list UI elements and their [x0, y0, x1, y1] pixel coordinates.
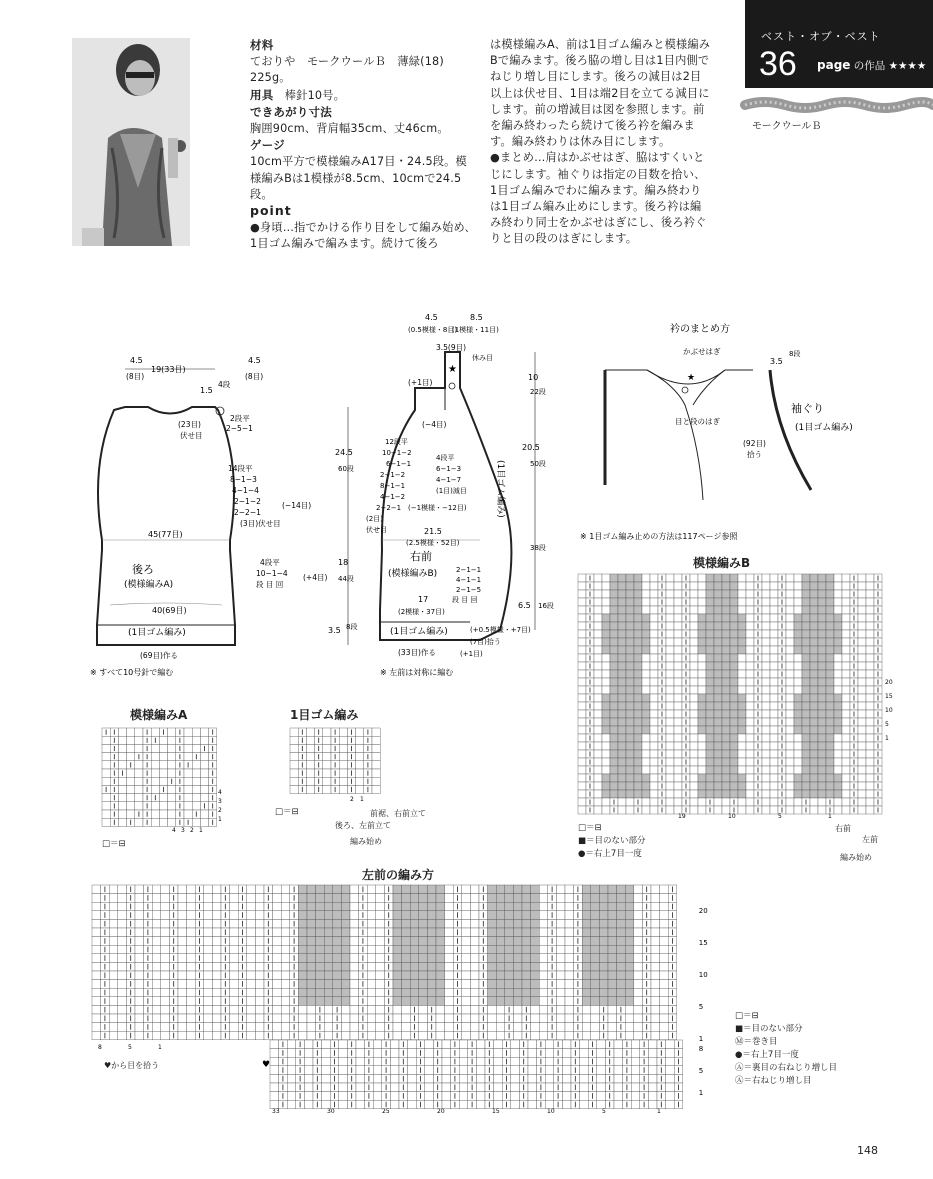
- collar-joint: 目と段のはぎ: [675, 417, 720, 426]
- svg-text:1: 1: [199, 827, 203, 834]
- svg-text:8: 8: [98, 1044, 102, 1051]
- svg-text:5: 5: [602, 1108, 606, 1115]
- back-bindoff: (23目): [178, 420, 201, 429]
- back-shoulder-l: 4.5: [130, 356, 143, 365]
- front-collar-h: 3.5(9目): [436, 343, 467, 352]
- front-schematic: [366, 310, 575, 685]
- front-neck-dec-2: 10−1−2: [382, 449, 412, 457]
- point-heading: point: [250, 203, 292, 219]
- front-minus4: (−4目): [422, 420, 447, 429]
- front-rest: 休み目: [472, 354, 493, 362]
- chart-rib-legend: □＝⊟: [275, 807, 299, 817]
- back-arm-inc: (−14目): [282, 501, 312, 510]
- collar-assembly: [575, 320, 905, 540]
- svg-text:5: 5: [698, 1067, 704, 1075]
- front-h1: 10: [528, 373, 539, 382]
- front-inc-3: 2−1−5: [456, 586, 482, 594]
- chart-lf-heart-note: ♥から目を拾う: [104, 1061, 160, 1070]
- back-top-width: 19(33目): [151, 365, 186, 374]
- collar-note: ※ 1目ゴム編み止めの方法は117ページ参照: [580, 532, 738, 541]
- collar-pick2: 拾う: [747, 450, 762, 459]
- svg-text:25: 25: [382, 1108, 390, 1115]
- svg-text:5: 5: [698, 1003, 704, 1011]
- back-title: 後ろ: [132, 563, 154, 576]
- front-h1-rows: 22段: [530, 388, 546, 396]
- materials-heading: 材料: [250, 38, 274, 52]
- back-shoulder-r: 4.5: [248, 356, 261, 365]
- svg-text:1: 1: [885, 735, 889, 742]
- svg-text:2: 2: [350, 796, 354, 803]
- back-h-body-rows: 44段: [338, 575, 354, 583]
- svg-text:5: 5: [128, 1044, 132, 1051]
- back-subtitle: (模様編みA): [124, 580, 174, 590]
- collar-title: 衿のまとめ方: [670, 324, 730, 335]
- front-neck-dec-5: 8−1−1: [380, 482, 406, 490]
- back-side-plus: (+4目): [303, 573, 328, 582]
- front-h4: 6.5: [518, 601, 531, 610]
- front-neck2-1: 4段平: [436, 454, 455, 462]
- collar-sleeve: 袖ぐり: [791, 402, 824, 415]
- back-neck-depth: 1.5: [200, 386, 213, 395]
- chart-lf-legend: □＝⊟ ■＝目のない部分 Ⓜ＝巻き目 ●＝右上7目一度 Ⓐ＝裏目の右ねじり増し目 Ⓐ＝右ねじり増し目: [735, 1011, 838, 1086]
- chart-a-legend: □＝⊟: [102, 839, 126, 849]
- front-top-a: 4.5: [425, 313, 438, 322]
- back-side-inc-1: 4段平: [260, 558, 280, 567]
- back-neck-dec-2: 2−5−1: [226, 424, 253, 433]
- series-title: ベスト・オブ・ベスト: [761, 30, 881, 43]
- svg-text:10: 10: [547, 1108, 555, 1115]
- front-minus-pat: (−1模様・−12目): [408, 504, 467, 512]
- svg-text:5: 5: [778, 813, 782, 820]
- front-h4-rows: 16段: [538, 602, 554, 610]
- front-subtitle: (模様編みB): [388, 569, 438, 579]
- svg-text:19: 19: [678, 813, 686, 820]
- front-top-b: 8.5: [470, 313, 483, 322]
- collar-sleeve-sub: (1目ゴム編み): [795, 423, 853, 433]
- size-heading: できあがり寸法: [250, 104, 332, 119]
- svg-text:8: 8: [698, 1045, 704, 1053]
- back-note: ※ すべて10号針で編む: [90, 668, 174, 677]
- front-neck2-4: (1目)減目: [436, 487, 467, 495]
- svg-text:1: 1: [218, 816, 222, 823]
- front-neck2-3: 4−1−7: [436, 476, 462, 484]
- back-side-inc-2: 10−1−4: [256, 569, 288, 578]
- svg-text:4: 4: [172, 827, 176, 834]
- front-neck-dec-4: 2−1−2: [380, 471, 406, 479]
- chart-a-grid: [102, 728, 222, 833]
- front-inc-1: 2−1−1: [456, 566, 482, 574]
- svg-text:5: 5: [885, 721, 889, 728]
- front-h2-rows: 50段: [530, 460, 546, 468]
- svg-text:1: 1: [360, 796, 364, 803]
- back-arm-dec-6: (3目)伏せ目: [240, 519, 281, 528]
- svg-text:♥: ♥: [262, 1060, 271, 1070]
- front-cast-on: (33目)作る: [398, 648, 436, 657]
- front-rib: (1目ゴム編み): [390, 627, 448, 637]
- chart-lf-title: 左前の編み方: [362, 868, 435, 882]
- back-shoulder-sts-l: (8目): [126, 372, 145, 381]
- svg-text:15: 15: [492, 1108, 500, 1115]
- gauge-heading: ゲージ: [250, 138, 285, 153]
- chart-rib-note2: 後ろ、左前立て: [335, 821, 391, 830]
- back-h-body: 18: [338, 558, 349, 567]
- svg-text:3: 3: [181, 827, 185, 834]
- svg-text:15: 15: [698, 939, 708, 947]
- collar-star-icon: ★: [687, 373, 696, 383]
- front-plus1b: (+1目): [460, 650, 483, 658]
- instructions-right: は模様編みA、前は1目ゴム編みと模様編みBで編みます。後ろ脇の増し目は1目内側でねじり増し目にします。後ろの減目は2目以上は伏せ目、1目は端2目を立てる減目にします。前の増減目は図を参照します。前を編み終わったら続けて後ろ衿を編みます。編み終わりは休み目にします。 ●まとめ…肩はかぶせはぎ、脇はすくいとじにします。袖ぐりは指定の目数を拾い、1目ゴム編みでわに編みます。編み終わりは1目ゴム編み止めにします。後ろ衿は編み終わり同士をかぶせはぎにし、後ろ衿ぐりと目の段のはぎにします。: [490, 38, 711, 246]
- svg-text:10: 10: [728, 813, 736, 820]
- series-badge: [745, 0, 933, 88]
- back-cast-on: (69目)作る: [140, 651, 178, 660]
- chart-rib-start: 編み始め: [350, 837, 382, 846]
- chart-rib-grid: [290, 728, 385, 803]
- instructions-left: [250, 37, 478, 253]
- svg-text:10: 10: [885, 707, 893, 714]
- chart-b-right-front: 右前: [835, 824, 851, 833]
- front-bottom: 17: [418, 595, 429, 604]
- front-chest-sts: (2.5模様・52目): [406, 539, 460, 547]
- chart-a-title: 模様編みA: [130, 708, 188, 722]
- back-rib: (1目ゴム編み): [128, 628, 186, 638]
- yarn-swatch: [745, 96, 933, 114]
- svg-text:1: 1: [698, 1089, 704, 1097]
- svg-text:1: 1: [158, 1044, 162, 1051]
- front-top-b-sts: (1模様・11目): [452, 326, 499, 334]
- back-arm-dec-1: 14段平: [228, 464, 253, 473]
- svg-text:20: 20: [885, 679, 893, 686]
- size-text: 胸囲90cm、背肩幅35cm、丈46cm。: [250, 122, 449, 136]
- collar-kabuse: かぶせはぎ: [683, 347, 721, 356]
- chart-b-start: 編み始め: [840, 853, 872, 862]
- back-h-rib-rows: 8段: [346, 623, 358, 631]
- back-schematic: [70, 355, 360, 680]
- chart-rib-note1: 前裾、右前立て: [370, 809, 426, 818]
- chart-b-title: 模様編みB: [693, 556, 751, 570]
- svg-text:20: 20: [437, 1108, 445, 1115]
- svg-text:15: 15: [885, 693, 893, 700]
- back-h-rib: 3.5: [328, 626, 341, 635]
- point-text: ●身頃…指でかける作り目をして編み始め、1目ゴム編みで編みます。続けて後ろ: [250, 221, 476, 251]
- front-neck-dec-1: 12段平: [385, 438, 408, 446]
- model-photo: [72, 38, 190, 246]
- front-pick: (7目)拾う: [470, 638, 501, 646]
- gauge-text: 10cm平方で模様編みA17目・24.5段。模様編みBは1模様が8.5cm、10cmで24.5段。: [250, 155, 467, 201]
- svg-text:10: 10: [698, 971, 708, 979]
- svg-text:20: 20: [698, 907, 708, 915]
- front-bottom-sts: (2模様・37目): [398, 608, 445, 616]
- front-inc-2: 4−1−1: [456, 576, 482, 584]
- front-neck2-2: 6−1−3: [436, 465, 462, 473]
- front-chest: 21.5: [424, 527, 442, 536]
- front-inc-4: 段 目 回: [452, 596, 478, 604]
- chart-rib-title: 1目ゴム編み: [290, 708, 359, 722]
- front-top-a-sts: (0.5模様・8目): [408, 326, 458, 334]
- front-neck-dec-9: 伏せ目: [366, 526, 387, 534]
- chart-lf-grid: [92, 885, 732, 1115]
- back-h-arm-rows: 60段: [338, 465, 354, 473]
- chart-b-grid: [578, 574, 893, 820]
- ref-page-label: page の作品 ★★★★: [817, 58, 927, 72]
- front-neck-dec-3: 6−1−1: [386, 460, 412, 468]
- svg-text:2: 2: [218, 807, 222, 814]
- front-title: 右前: [410, 550, 432, 563]
- front-note: ※ 左前は対称に編む: [380, 668, 454, 677]
- back-shoulder-sts-r: (8目): [245, 372, 264, 381]
- back-neck-rows: 4段: [218, 380, 231, 389]
- page-number: 148: [857, 1144, 878, 1157]
- svg-text:30: 30: [327, 1108, 335, 1115]
- star-icon: ★: [448, 364, 457, 375]
- front-h3: 38段: [530, 544, 546, 552]
- front-plus1: (+1目): [408, 378, 433, 387]
- front-collar-label: (1目ゴム編み): [495, 460, 505, 518]
- back-h-arm: 24.5: [335, 448, 353, 457]
- back-arm-dec-2: 8−1−3: [230, 475, 257, 484]
- svg-text:1: 1: [828, 813, 832, 820]
- back-bindoff2: 伏せ目: [180, 431, 203, 440]
- back-neck-dec-1: 2段平: [230, 414, 250, 423]
- svg-text:3: 3: [218, 798, 222, 805]
- chart-b-left-front: 左前: [862, 835, 878, 844]
- front-neck-dec-7: 2−2−1: [376, 504, 402, 512]
- materials-text: ておりや モークウールＢ 薄緑(18) 225g。: [250, 55, 444, 85]
- back-chest: 45(77目): [148, 530, 183, 539]
- svg-text:2: 2: [190, 827, 194, 834]
- back-hem: 40(69目): [152, 606, 187, 615]
- collar-h: 3.5: [770, 357, 783, 366]
- back-arm-dec-3: 4−1−4: [232, 486, 259, 495]
- svg-text:33: 33: [272, 1108, 280, 1115]
- tools-heading: 用具: [250, 87, 274, 102]
- collar-pick: (92目): [743, 439, 766, 448]
- back-side-inc-3: 段 目 回: [256, 580, 284, 589]
- back-arm-dec-4: 2−1−2: [234, 497, 261, 506]
- back-arm-dec-5: 2−2−1: [234, 508, 261, 517]
- tools-text: 棒針10号。: [273, 88, 345, 102]
- front-hem-plus: (+0.5模様・+7目): [470, 626, 531, 634]
- collar-h-rows: 8段: [789, 350, 801, 358]
- chart-b-legend: □＝⊟ ■＝目のない部分 ●＝右上7目一度: [578, 823, 646, 859]
- front-neck-dec-6: 4−1−2: [380, 493, 406, 501]
- front-neck-dec-8: (2目): [366, 515, 383, 523]
- ref-page-number: 36: [759, 45, 797, 83]
- yarn-label: モークウールＢ: [752, 121, 822, 132]
- svg-text:1: 1: [698, 1035, 704, 1043]
- svg-text:4: 4: [218, 789, 222, 796]
- front-h2: 20.5: [522, 443, 540, 452]
- svg-text:1: 1: [657, 1108, 661, 1115]
